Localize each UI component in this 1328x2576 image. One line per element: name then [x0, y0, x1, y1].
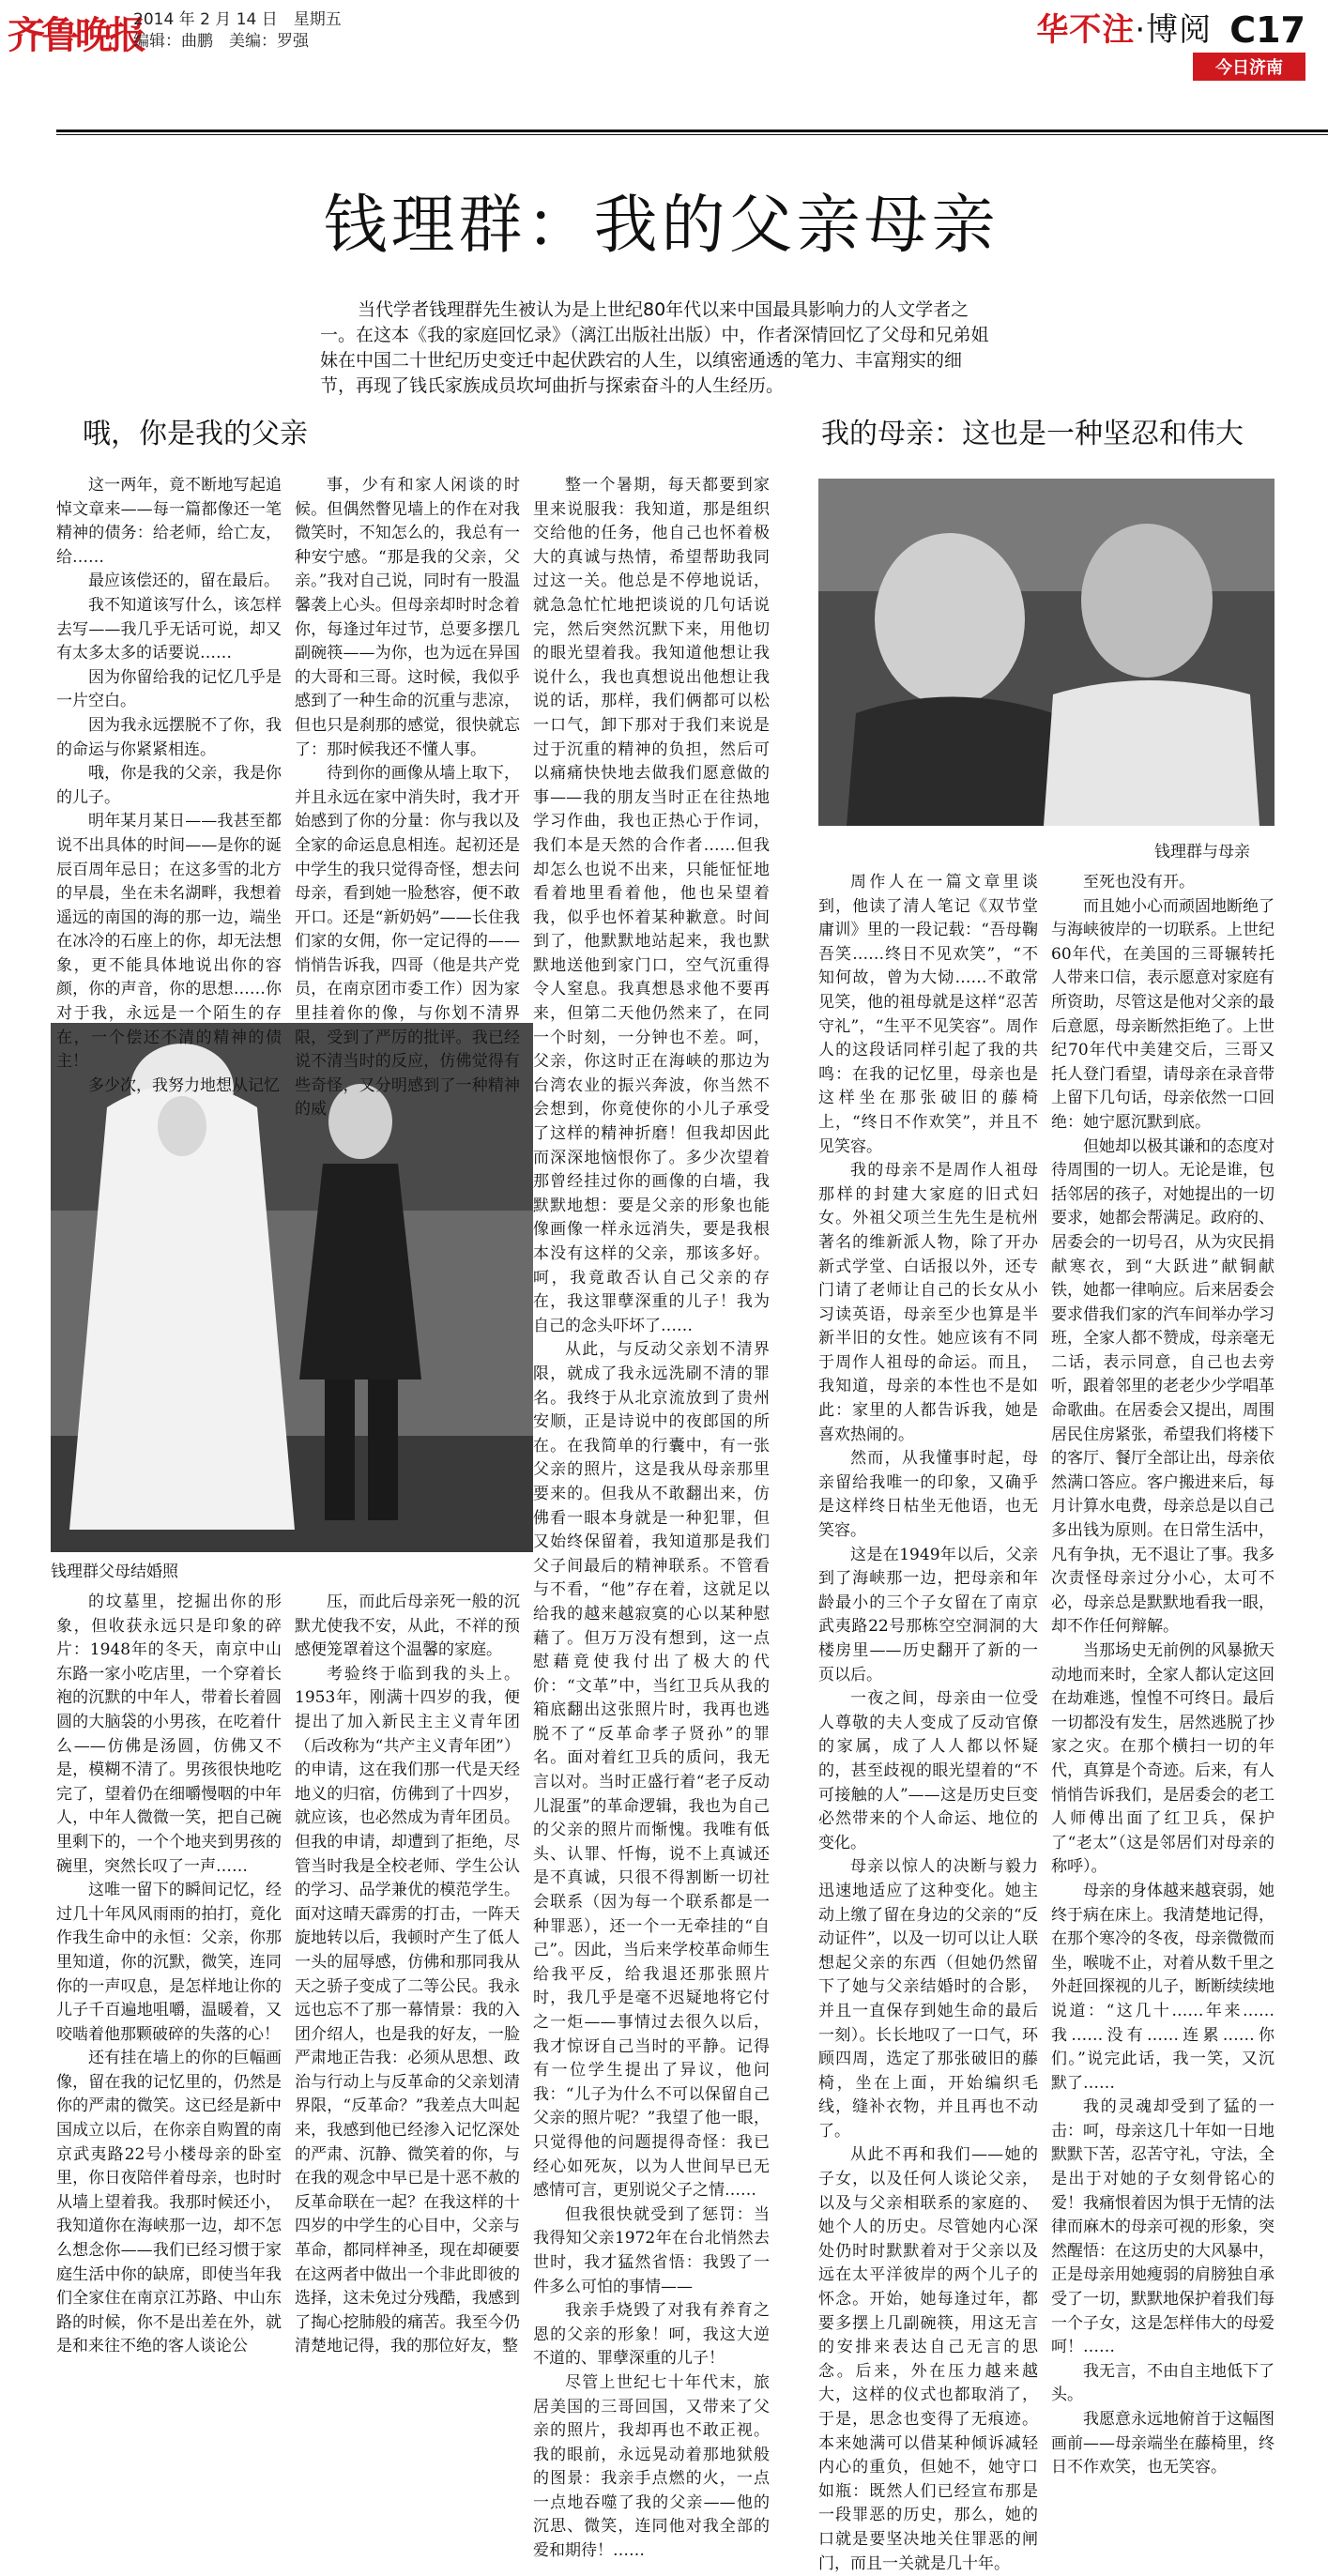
section-name: 华不注·博阅	[1036, 11, 1213, 49]
subsection-tag: 今日济南	[1193, 53, 1305, 81]
paragraph: 整一个暑期，每天都要到家里来说服我：我知道，那是组织交给他的任务，他自己也怀着极大的真诚与热情，希望帮助我同过这一关。他总是不停地说话，就急急忙忙地把谈说的几句话说完，然后突然沉默下来，用他切的眼光望着我。我知道他想让我说什么，我也真想说出他想让我说的话，那样，我们俩都可以松一口气，卸下那对于我们来说是过于沉重的精神的负担，然后可以痛痛快快地去做我们愿意做的事——我的朋友当时正在往热地学习作曲，我也正热心于作词，我们本是天然的合作者……但我却怎么也说不出来，只能怔怔地看着地里看着他，他也呆望着我，似乎也怀着某种歉意。时间到了，他默默地站起来，我也默默地送他到家门口，空气沉重得令人窒息。我真想恳求他不要再来，但第二天他仍然来了，在同一个时刻，一分钟也不差。呵，父亲，你这时正在海峡的那边为台湾农业的振兴奔波，你当然不会想到，你竟使你的小儿子承受了这样的精神折磨！但我却因此而深深地恼恨你了。多少次望着那曾经挂过你的画像的白墙，我默默地想：要是父亲的形象也能像画像一样永远消失，要是我根本没有这样的父亲，那该多好。呵，我竟敢否认自己父亲的存在，我这罪孽深重的儿子！我为自己的念头吓坏了……	[533, 476, 770, 1335]
paragraph: 待到你的画像从墙上取下，并且永远在家中消失时，我才开始感到了你的分量：你与我以及全家的命运息息相连。起初还是中学生的我只觉得奇怪，想去问母亲，看到她一脸愁容，便不敢开口。还是“新奶妈”——长住我们家的女佣，你一定记得的——悄悄告诉我，四哥（他是共产党员，在南京团市委工作）因为家里挂着你的像，与你划不清界限，受到了严厉的批评。我已经说不清当时的反应，仿佛觉得有些奇怪，又分明感到了一种精神的威	[295, 764, 520, 1120]
paragraph: 母亲以惊人的决断与毅力迅速地适应了这种变化。她主动上缴了留在身边的父亲的“反动证件”，以及一切可以让人联想起父亲的东西（但她仍然留下了她与父亲结婚时的合影，并且一直保存到她生命的最后一刻）。长长地叹了一口气，环顾四周，选定了那张破旧的藤椅，坐在上面，开始编织毛线，缝补衣物，并且再也不动了。	[818, 1857, 1038, 2141]
paragraph: 还有挂在墙上的你的巨幅画像，留在我的记忆里的，仍然是你的严肃的微笑。这已经是新中国成立以后，在你亲自购置的南京武夷路22号小楼母亲的卧室里，你日夜陪伴着母亲，也时时从墙上望着我。我那时候还小，我知道你在海峡那一边，却不怎么想念你——我们已经习惯于家庭生活中你的缺席，即使当年我们全家住在南京江苏路、中山东路的时候，你不是出差在外，就是和来往不绝的客人谈论公	[56, 2049, 282, 2356]
article-title: 钱理群：我的父亲母亲	[323, 189, 1000, 263]
right-column-1	[818, 871, 1038, 2573]
paragraph: 哦，你是我的父亲，我是你的儿子。	[56, 764, 282, 807]
paragraph: 这唯一留下的瞬间记忆，经过几十年风风雨雨的拍打，竟化作我生命中的永恒：父亲，你那里知道，你的沉默，微笑，连同你的一声叹息，是怎样地让你的儿子千百遍地咀嚼，温暖着，又咬啮着他那颗破碎的失落的心！	[56, 1881, 282, 2044]
paragraph: 这是在1949年以后，父亲到了海峡那一边，把母亲和年龄最小的三个子女留在了南京武夷路22号那栋空空洞洞的大楼房里——历史翻开了新的一页以后。	[818, 1545, 1038, 1684]
left-column-1	[56, 474, 282, 1095]
left-subhead: 哦，你是我的父亲	[83, 418, 308, 450]
paragraph: 周作人在一篇文章里谈到，他读了清人笔记《双节堂庸训》里的一段记载：“吾母鞠吾笑……终日不见欢笑”，“不知何故，曾为大恸……不敢常见笑，他的祖母就是这样“忍苦守礼”，“生平不见笑容”。周作人的这段话同样引起了我的共鸣：在我的记忆里，母亲也是这样坐在那张破旧的藤椅上，“终日不作欢笑”，并且不见笑容。	[818, 873, 1038, 1156]
paragraph: 但她却以极其谦和的态度对待周围的一切人。无论是谁，包括邻居的孩子，对她提出的一切要求，她都会帮满足。政府的、居委会的一切号召，从为灾民捐献寒衣，到“大跃进”献铜献铁，她都一律响应。后来居委会要求借我们家的汽车间举办学习班，全家人都不赞成，母亲毫无二话，表示同意，自己也去旁听，跟着邻里的老老少少学唱革命歌曲。在居委会又提出，周围居民住房紧张，希望我们将楼下的客厅、餐厅全部让出，母亲依然满口答应。客户搬进来后，每月计算水电费，母亲总是以自己多出钱为原则。在日常生活中，凡有争执，无不退让了事。我多次责怪母亲过分小心，太可不必，母亲总是默默地看我一眼，却不作任何辩解。	[1051, 1136, 1275, 1637]
right-column-2	[1051, 871, 1275, 2477]
header-rule-thin	[56, 134, 1328, 135]
issue-date: 2014 年 2 月 14 日 星期五	[133, 10, 342, 29]
page-number: C17	[1229, 9, 1305, 51]
right-subhead: 我的母亲：这也是一种坚忍和伟大	[821, 418, 1244, 450]
paragraph: 当那场史无前例的风暴掀天动地而来时，全家人都认定这回在劫难逃，惶惶不可终日。最后一切都没有发生，居然逃脱了抄家之灾。在那个横扫一切的年代，真算是个奇迹。后来，有人悄悄告诉我们，是居委会的老工人师傅出面了红卫兵，保护了“老太”（这是邻居们对母亲的称呼）。	[1051, 1641, 1275, 1877]
paragraph: 我的母亲不是周作人祖母那样的封建大家庭的旧式妇女。外祖父项兰生先生是杭州著名的维新派人物，除了开办新式学堂、白话报以外，还专门请了老师让自己的长女从小习读英语，母亲至少也算是半新半旧的女性。她应该有不同于周作人祖母的命运。而且，我知道，母亲的本性也不是如此：家里的人都告诉我，她是喜欢热闹的。	[818, 1161, 1038, 1444]
header-rule	[56, 130, 1328, 132]
paragraph: 而且她小心而顽固地断绝了与海峡彼岸的一切联系。上世纪60年代，在美国的三哥辗转托人带来口信，表示愿意对家庭有所资助，尽管这是他对父亲的最后意愿，母亲断然拒绝了。上世纪70年代中美建交后，三哥又托人登门看望，请母亲在录音带上留下几句话，母亲依然一口回绝：她宁愿沉默到底。	[1051, 896, 1275, 1132]
paragraph: 我无言，不由自主地低下了头。	[1051, 2361, 1275, 2405]
paragraph: 尽管上世纪七十年代末，旅居美国的三哥回国，又带来了父亲的照片，我却再也不敢正视。我的眼前，永远晃动着那地狱般的图景：我亲手点燃的火，一点一点地吞噬了我的父亲——他的沉思、微笑，连同他对我全部的爱和期待！……	[533, 2372, 770, 2561]
paragraph: 至死也没有开。	[1083, 873, 1195, 892]
paragraph: 我不知道该写什么，该怎样去写——我几乎无话可说，却又有太多太多的话要说……	[56, 595, 282, 663]
paragraph: 多少次，我努力地想从记忆	[88, 1075, 280, 1095]
left-column-1-lower	[56, 1591, 282, 2356]
paragraph: 这一两年，竟不断地写起追悼文章来——每一篇都像还一笔精神的债务：给老师，给亡友，给……	[56, 476, 282, 567]
issue-meta	[133, 9, 342, 53]
paragraph: 因为我永远摆脱不了你，我的命运与你紧紧相连。	[56, 715, 282, 759]
paragraph: 母亲的身体越来越衰弱，她终于病在床上。我清楚地记得，在那个寒冷的冬夜，母亲微微而坐，喉咙不止，对着从数千里之外赶回探视的儿子，断断续续地说道：“这几十……年来……我……没有……连累……你们。”说完此话，我一笑，又沉默了……	[1051, 1881, 1275, 2093]
mother-son-photo	[818, 479, 1275, 826]
paragraph: 压，而此后母亲死一般的沉默尤使我不安，从此，不祥的预感便笼罩着这个温馨的家庭。	[295, 1593, 520, 1660]
article-intro: 当代学者钱理群先生被认为是上世纪80年代以来中国最具影响力的人文学者之一。在这本《我的家庭回忆录》（漓江出版社出版）中，作者深情回忆了父母和兄弟姐妹在中国二十世纪历史变迁中起伏跌宕的人生，以缜密通透的笔力、丰富翔实的细节，再现了钱氏家族成员坎坷曲折与探索奋斗的人生经历。	[320, 299, 989, 396]
paragraph: 因为你留给我的记忆几乎是一片空白。	[56, 667, 282, 711]
mother-son-photo-caption: 钱理群与母亲	[1154, 843, 1250, 861]
paragraph: 事，少有和家人闲谈的时候。但偶然瞥见墙上的作在对我微笑时，不知怎么的，我总有一种安宁感。“那是我的父亲，父亲。”我对自己说，同时有一股温馨袭上心头。但母亲却时时念着你，每逢过年过节，总要多摆几副碗筷——为你，也为远在异国的大哥和三哥。这时候，我似乎感到了一种生命的沉重与悲凉，但也只是刹那的感觉，很快就忘了：那时候我还不懂人事。	[295, 476, 520, 759]
paragraph: 但我很快就受到了惩罚：当我得知父亲1972年在台北悄然去世时，我才猛然省悟：我毁了一件多么可怕的事情——	[533, 2204, 770, 2296]
paragraph: 的坟墓里，挖掘出你的形象，但收获永远只是印象的碎片：1948年的冬天，南京中山东路一家小吃店里，一个穿着长袍的沉默的中年人，带着长着圆圆的大脑袋的小男孩，在吃着什么——仿佛是汤圆，仿佛又不是，模糊不清了。男孩很快地吃完了，望着仍在细嚼慢咽的中年人，中年人微微一笑，把自己碗里剩下的，一个个地夹到男孩的碗里，突然长叹了一声……	[56, 1593, 282, 1876]
left-column-3	[533, 474, 770, 2561]
mother-son-photo-image	[818, 479, 1275, 826]
wedding-photo-caption: 钱理群父母结婚照	[51, 1562, 178, 1581]
left-column-2	[295, 474, 520, 1120]
newspaper-logo: 齐鲁晚报	[8, 13, 143, 57]
paragraph: 明年某月某日——我甚至都说不出具体的时间——是你的诞辰百周年忌日；在这多雪的北方的早晨，坐在未名湖畔，我想着遥远的南国的海的那一边，端坐在冰冷的石座上的你，却无法想象，更不能具体地说出你的容颜，你的声音，你的思想……你对于我，永远是一个陌生的存在，一个偿还不清的精神的债主！	[56, 812, 282, 1072]
paragraph: 一夜之间，母亲由一位受人尊敬的夫人变成了反动官僚的家属，成了人人都以怀疑的，甚至歧视的眼光望着的“不可接触的人”——这是历史巨变必然带来的个人命运、地位的变化。	[818, 1689, 1038, 1852]
paragraph: 我的灵魂却受到了猛的一击：呵，母亲这几十年如一日地默默下苦，忍苦守礼，守法，全是出于对她的子女刻骨铭心的爱！我痛恨着因为惧于无情的法律而麻木的母亲可视的形象，突然醒悟：在这历史的大风暴中，正是母亲用她瘦弱的肩膀独自承受了一切，默默地保护着我们每一个子女，这是怎样伟大的母爱呵！……	[1051, 2097, 1275, 2357]
paragraph: 然而，从我懂事时起，母亲留给我唯一的印象，又确乎是这样终日枯坐无他语，也无笑容。	[818, 1449, 1038, 1541]
paragraph: 最应该偿还的，留在最后。	[88, 572, 280, 591]
section-brand	[1036, 4, 1305, 81]
page-header	[0, 0, 1322, 94]
paragraph: 我亲手烧毁了对我有养育之恩的父亲的形象！呵，我这大逆不道的、罪孽深重的儿子！	[533, 2301, 770, 2369]
paragraph: 从此不再和我们——她的子女，以及任何人谈论父亲，以及与父亲相联系的家庭的、她个人的历史。尽管她内心深处仍时时默默着对于父亲以及远在太平洋彼岸的两个儿子的怀念。开始，她每逢过年，都要多摆上几副碗筷，用这无言的安排来表达自己无言的思念。后来，外在压力越来越大，这样的仪式也都取消了，于是，思念也变得了无痕迹。本来她满可以借某种倾诉减轻内心的重负，但她不，她守口如瓶：既然人们已经宣布那是一段罪恶的历史，那么，她的口就是要坚决地关住罪恶的闸门，而且一关就是几十年。	[818, 2145, 1038, 2573]
left-column-2-lower	[295, 1591, 520, 2356]
paragraph: 我愿意永远地俯首于这幅图画前——母亲端坐在藤椅里，终日不作欢笑，也无笑容。	[1051, 2410, 1275, 2477]
editor-credits: 编辑：曲鹏 美编：罗强	[133, 32, 309, 51]
paragraph: 考验终于临到我的头上。1953年，刚满十四岁的我，便提出了加入新民主主义青年团（后改称为“共产主义青年团”）的申请，这在我们那一代是天经地义的归宿，仿佛到了十四岁，就应该，也必然成为青年团员。但我的申请，却遭到了拒绝，尽管当时我是全校老师、学生公认的学习、品学兼优的模范学生。面对这晴天霹雳的打击，一阵天旋地转以后，我顿时产生了低人一头的屈辱感，仿佛和那同我从天之骄子变成了二等公民。我永远也忘不了那一幕情景：我的入团介绍人，也是我的好友，一脸严肃地正告我：必须从思想、政治与行动上与反革命的父亲划清界限，“反革命？”我差点大叫起来，我感到他已经渗入记忆深处的严肃、沉静、微笑着的你，与在我的观念中早已是十恶不赦的反革命联在一起？在我这样的十四岁的中学生的心目中，父亲与革命，都同样神圣，现在却硬要在这两者中做出一个非此即彼的选择，这未免过分残酷，我感到了掏心挖肺般的痛苦。我至今仍清楚地记得，我的那位好友，整	[295, 1664, 520, 2356]
paragraph: 从此，与反动父亲划不清界限，就成了我永远洗刷不清的罪名。我终于从北京流放到了贵州安顺，正是诗说中的夜郎国的所在。在我简单的行囊中，有一张父亲的照片，这是我从母亲那里要来的。但我从不敢翻出来，仿佛看一眼本身就是一种犯罪，但又始终保留着，我知道那是我们父子间最后的精神联系。不管看与不看，“他”存在着，这就足以给我的越来越寂寞的心以某种慰藉了。但万万没有想到，这一点慰藉竟使我付出了极大的代价：“文革”中，当红卫兵从我的箱底翻出这张照片时，我再也逃脱不了“反革命孝子贤孙”的罪名。面对着红卫兵的质问，我无言以对。当时正盛行着“老子反动儿混蛋”的革命逻辑，我也为自己的父亲的照片而惭愧。我唯有低头、认罪、忏悔，说不上真诚还是不真诚，只很不得割断一切社会联系（因为每一个联系都是一种罪恶），还一个一无牵挂的“自己”。因此，当后来学校革命师生给我平反，给我退还那张照片时，我几乎是毫不迟疑地将它付之一炬——事情过去很久以后，我才惊讶自己当时的平静。记得有一位学生提出了异议，他问我：“儿子为什么不可以保留自己父亲的照片呢？”我望了他一眼，只觉得他的问题提得奇怪：我已经心如死灰，以为人世间早已无感情可言，更别说父子之情……	[533, 1340, 770, 2201]
